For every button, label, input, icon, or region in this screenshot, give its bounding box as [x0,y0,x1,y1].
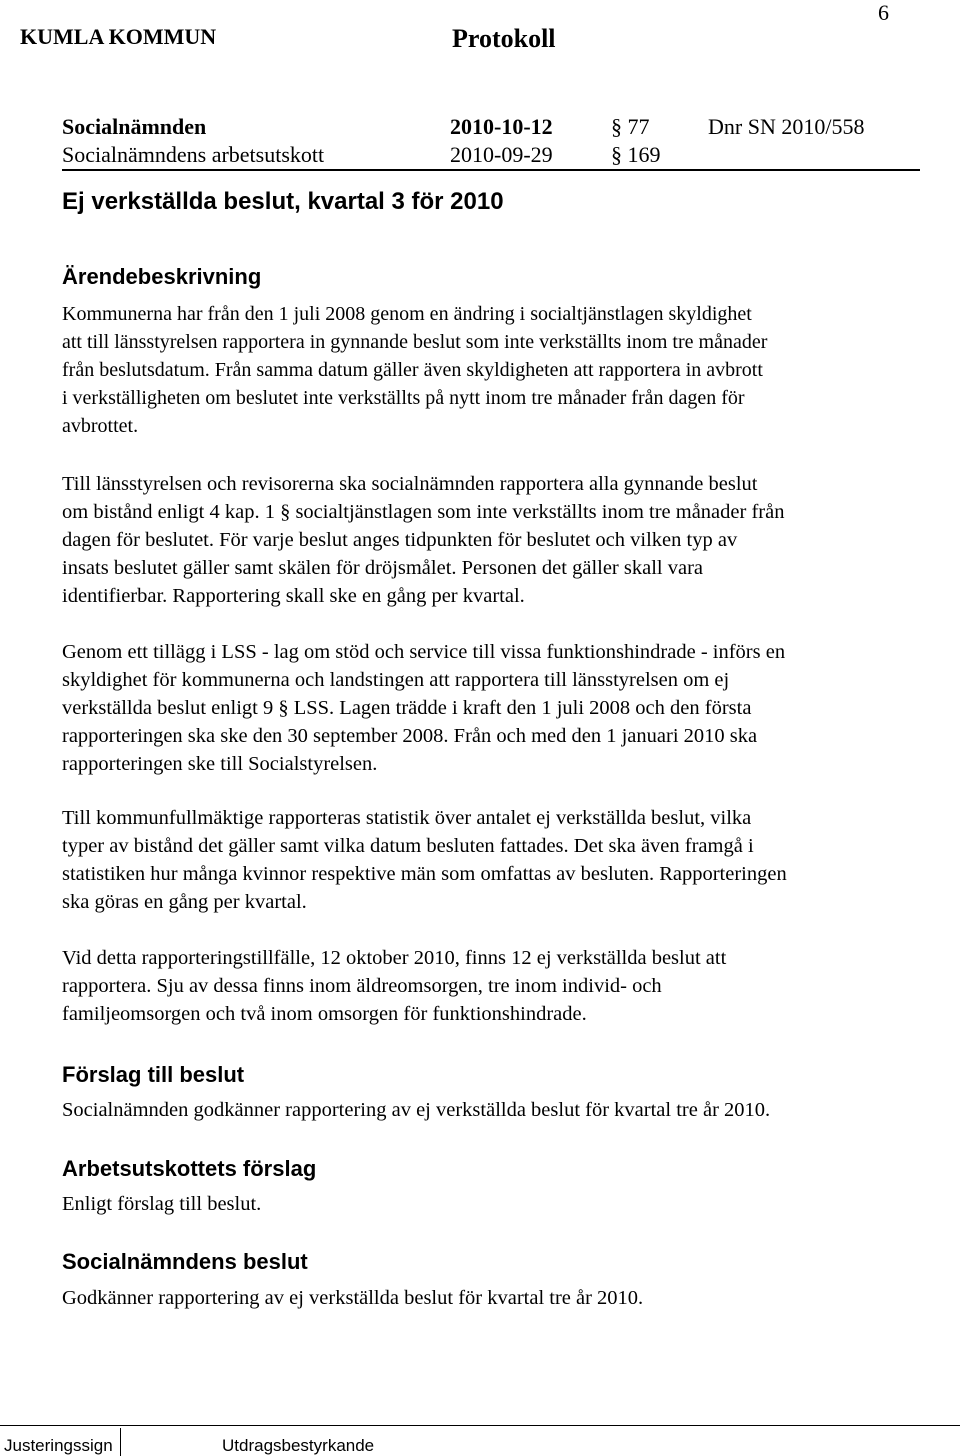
description-paragraph-1 [62,300,902,440]
committee-date: 2010-09-29 [450,142,553,167]
text-line: insats beslutet gäller samt skälen för dröjsmålet. Personen det gäller skall vara [62,557,704,579]
text-line: statistiken hur många kvinnor respektive män som omfattas av besluten. Rapporteringen [62,863,787,885]
description-paragraph-2 [62,470,902,610]
signature-box [0,1428,920,1456]
proposal-heading: Förslag till beslut [62,1062,245,1087]
organization-name: KUMLA KOMMUN [20,24,217,49]
committee-proposal-paragraph [62,1190,902,1218]
text-line: Kommunerna har från den 1 juli 2008 genom en ändring i socialtjänstlagen skyldighet [62,303,752,325]
text-line: att till länsstyrelsen rapportera in gynnande beslut som inte verkställts inom tre månader [62,331,768,353]
text-line: dagen för beslutet. För varje beslut anges tidpunkten för beslutet och vilken typ av [62,529,738,551]
text-line: i verkställigheten om beslutet inte verkställts på nytt inom tre månader från dagen för [62,387,745,409]
text-line: identifierbar. Rapportering skall ske en gång per kvartal. [62,585,525,607]
signature-box-divider [120,1428,121,1456]
header-divider [62,169,920,171]
text-line: Till kommunfullmäktige rapporteras statistik över antalet ej verkställda beslut, vilka [62,807,752,829]
text-line: Genom ett tillägg i LSS - lag om stöd och service till vissa funktionshindrade - införs en [62,641,786,663]
text-line: verkställda beslut enligt 9 § LSS. Lagen trädde i kraft den 1 juli 2008 och den första [62,697,752,719]
document-title: Ej verkställda beslut, kvartal 3 för 2010 [62,188,504,215]
document-type: Protokoll [452,24,556,53]
committee-section-number: § 169 [611,142,661,167]
proposal-paragraph [62,1096,902,1124]
text-line: Godkänner rapportering av ej verkställda beslut för kvartal tre år 2010. [62,1287,644,1309]
meeting-date: 2010-10-12 [450,114,553,139]
footer-divider [0,1425,960,1426]
footer-justering-label: Justeringssign [4,1436,113,1455]
description-paragraph-5 [62,944,902,1028]
description-paragraph-3 [62,638,902,778]
meeting-body: Socialnämnden [62,114,207,139]
footer-utdrag-label: Utdragsbestyrkande [222,1436,375,1455]
text-line: rapportera. Sju av dessa finns inom äldreomsorgen, tre inom individ- och [62,975,662,997]
decision-heading: Socialnämndens beslut [62,1249,308,1274]
text-line: familjeomsorgen och två inom omsorgen för funktionshindrade. [62,1003,587,1025]
text-line: Vid detta rapporteringstillfälle, 12 oktober 2010, finns 12 ej verkställda beslut att [62,947,727,969]
text-line: Enligt förslag till beslut. [62,1193,262,1215]
text-line: ska göras en gång per kvartal. [62,891,307,913]
page-number: 6 [878,0,889,25]
committee-proposal-heading: Arbetsutskottets förslag [62,1156,317,1181]
decision-paragraph [62,1284,902,1312]
diary-number: Dnr SN 2010/558 [708,114,865,139]
text-line: om bistånd enligt 4 kap. 1 § socialtjänstlagen som inte verkställts inom tre månader från [62,501,785,523]
text-line: skyldighet för kommunerna och landstingen att rapportera till länsstyrelsen om ej [62,669,730,691]
text-line: Till länsstyrelsen och revisorerna ska socialnämnden rapportera alla gynnande beslut [62,473,758,495]
text-line: Socialnämnden godkänner rapportering av ej verkställda beslut för kvartal tre år 2010. [62,1099,771,1121]
section-number: § 77 [611,114,650,139]
text-line: rapporteringen ska ske den 30 september 2008. Från och med den 1 januari 2010 ska [62,725,758,747]
description-heading: Ärendebeskrivning [62,264,262,289]
text-line: från beslutsdatum. Från samma datum gäller även skyldigheten att rapportera in avbrott [62,359,763,381]
text-line: rapporteringen ske till Socialstyrelsen. [62,753,378,775]
description-paragraph-4 [62,804,902,916]
committee-body: Socialnämndens arbetsutskott [62,142,325,167]
text-line: typer av bistånd det gäller samt vilka datum besluten fattades. Det ska även framgå i [62,835,754,857]
text-line: avbrottet. [62,415,139,437]
